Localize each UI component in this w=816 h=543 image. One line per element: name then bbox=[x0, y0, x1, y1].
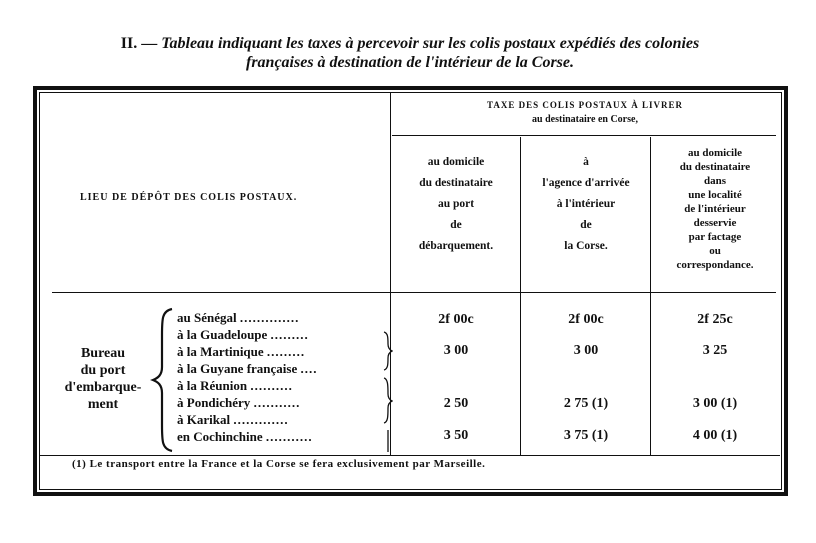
place-row: à la Guyane française .... bbox=[177, 361, 318, 376]
title-line-1: Tableau indiquant les taxes à percevoir sur les colis postaux expédiés des colonies bbox=[161, 35, 700, 52]
header-col-3: au domicile du destinataire dans une localité de l'intérieur desservie par factage ou correspondance. bbox=[676, 147, 754, 271]
place-row: en Cochinchine ........... bbox=[177, 429, 313, 444]
value-cell: 2f 25c bbox=[697, 312, 733, 327]
title-number: II. — bbox=[120, 35, 158, 52]
value-cell: 4 00 (1) bbox=[692, 428, 738, 443]
bureau-label: Bureau du port d'embarque- ment bbox=[64, 346, 142, 412]
value-cell: 3 00 bbox=[573, 343, 599, 358]
header-group-line-1: TAXE DES COLIS POSTAUX À LIVRER bbox=[487, 100, 683, 110]
value-cell: 3 25 bbox=[702, 343, 728, 358]
place-row: à Pondichéry ........... bbox=[177, 395, 301, 410]
header-col-2: à l'agence d'arrivée à l'intérieur de la Corse. bbox=[542, 156, 630, 252]
value-cell: 2 50 bbox=[443, 396, 469, 411]
value-cell: 3 00 bbox=[443, 343, 469, 358]
title-line-2: françaises à destination de l'intérieur de la Corse. bbox=[245, 54, 574, 71]
place-row: à la Martinique ......... bbox=[177, 344, 306, 359]
left-brace bbox=[150, 305, 176, 455]
column-divider-mid-2 bbox=[650, 137, 651, 455]
value-cell: 2 75 (1) bbox=[563, 396, 609, 411]
place-row: à la Réunion .......... bbox=[177, 378, 293, 393]
value-cell: 3 50 bbox=[443, 428, 469, 443]
place-row: à la Guadeloupe ......... bbox=[177, 327, 309, 342]
group-header-rule bbox=[392, 135, 776, 136]
header-group-line-2: au destinataire en Corse, bbox=[532, 114, 638, 125]
value-cell: 2f 00c bbox=[568, 312, 604, 327]
header-lieu: LIEU DE DÉPÔT DES COLIS POSTAUX. bbox=[80, 192, 298, 203]
header-col-1: au domicile du destinataire au port de débarquement. bbox=[418, 156, 494, 252]
table-title bbox=[30, 34, 790, 72]
footnote-rule bbox=[40, 455, 780, 456]
column-divider-mid-1 bbox=[520, 137, 521, 455]
value-cell: 3 00 (1) bbox=[692, 396, 738, 411]
header-rule bbox=[52, 292, 776, 293]
place-row: au Sénégal .............. bbox=[177, 310, 300, 325]
group-braces bbox=[383, 330, 393, 455]
value-cell: 2f 00c bbox=[438, 312, 474, 327]
value-cell: 3 75 (1) bbox=[563, 428, 609, 443]
footnote: (1) Le transport entre la France et la Corse se fera exclusivement par Marseille. bbox=[72, 458, 486, 470]
place-row: à Karikal ............. bbox=[177, 412, 289, 427]
